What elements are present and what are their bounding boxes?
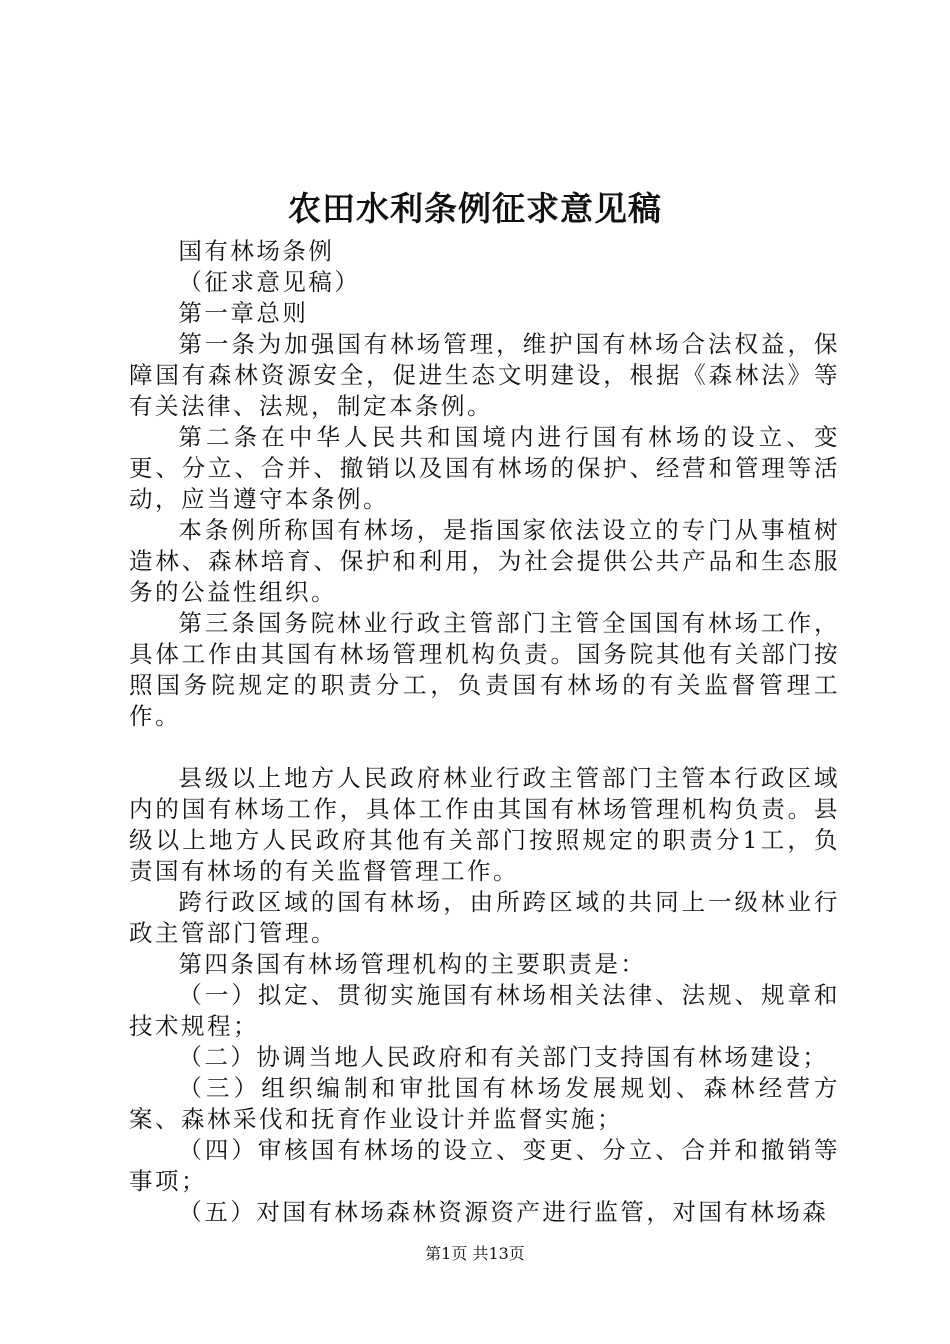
- paragraph: 跨行政区域的国有林场，由所跨区域的共同上一级林业行政主管部门管理。: [129, 888, 840, 947]
- paragraph: （五）对国有林场森林资源资产进行监管，对国有林场森: [178, 1198, 829, 1226]
- paragraph: 第四条国有林场管理机构的主要职责是：: [178, 950, 647, 978]
- paragraph: 第三条国务院林业行政主管部门主管全国国有林场工作，具体工作由其国有林场管理机构负责。国务院其他有关部门按照国务院规定的职责分工，负责国有林场的有关监督管理工作。: [129, 609, 840, 730]
- paragraph: （四）审核国有林场的设立、变更、分立、合并和撤销等事项；: [129, 1136, 840, 1195]
- paragraph: （三）组织编制和审批国有林场发展规划、森林经营方案、森林采伐和抚育作业设计并监督实施；: [129, 1074, 840, 1133]
- paragraph: 县级以上地方人民政府林业行政主管部门主管本行政区域内的国有林场工作，具体工作由其国有林场管理机构负责。县级以上地方人民政府其他有关部门按照规定的职责分1工，负责国有林场的有关监督管理工作。: [129, 764, 840, 885]
- paragraph: 第一章总则: [178, 299, 309, 327]
- paragraph: 本条例所称国有林场，是指国家依法设立的专门从事植树造林、森林培育、保护和利用，为社会提供公共产品和生态服务的公益性组织。: [129, 516, 840, 606]
- page-footer: 第1页 共13页: [425, 1244, 525, 1263]
- paragraph: （征求意见稿）: [178, 268, 361, 296]
- paragraph: 国有林场条例: [178, 237, 335, 265]
- document-title: 农田水利条例征求意见稿: [288, 189, 662, 228]
- paragraph: （二）协调当地人民政府和有关部门支持国有林场建设；: [178, 1043, 829, 1071]
- document-body: [129, 236, 840, 1228]
- paragraph: （一）拟定、贯彻实施国有林场相关法律、法规、规章和技术规程；: [129, 981, 840, 1040]
- paragraph: 第一条为加强国有林场管理，维护国有林场合法权益，保障国有森林资源安全，促进生态文明建设，根据《森林法》等有关法律、法规，制定本条例。: [129, 330, 840, 420]
- paragraph: 第二条在中华人民共和国境内进行国有林场的设立、变更、分立、合并、撤销以及国有林场的保护、经营和管理等活动，应当遵守本条例。: [129, 423, 840, 513]
